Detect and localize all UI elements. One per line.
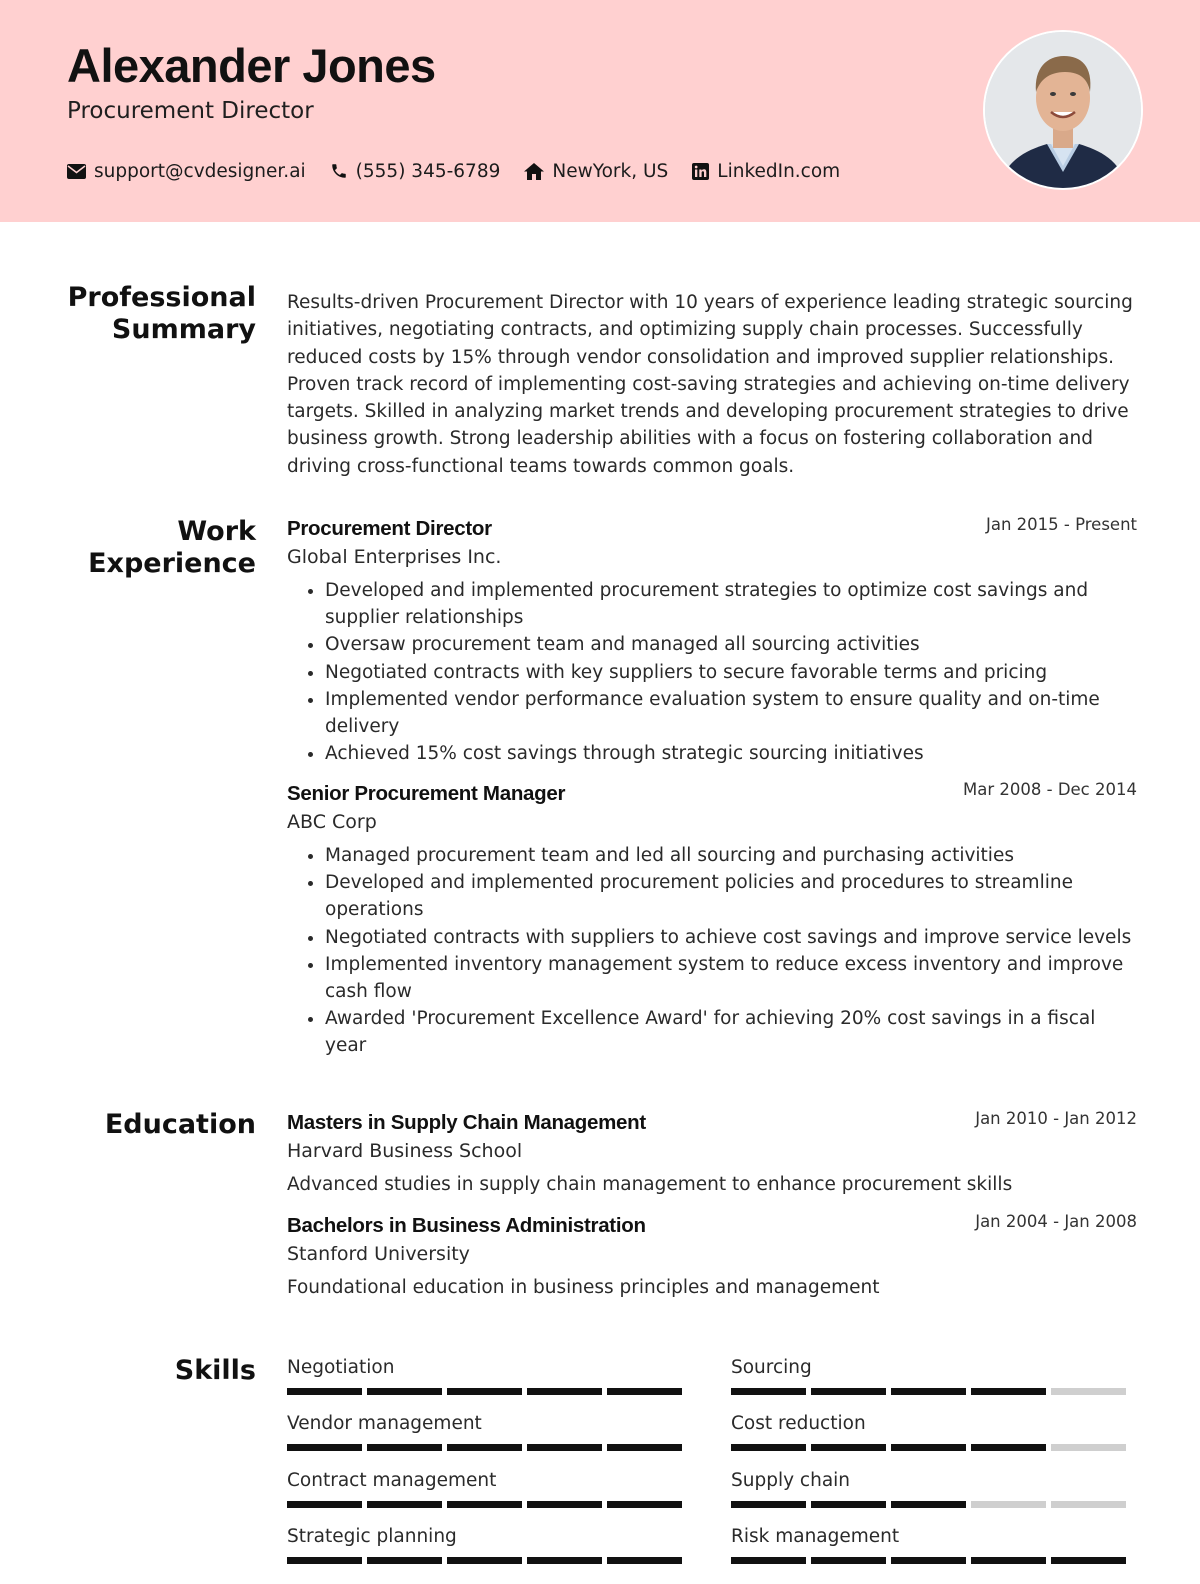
degree-2: Bachelors in Business Administration <box>287 1214 646 1237</box>
skill-label: Risk management <box>731 1526 900 1547</box>
skill-label: Negotiation <box>287 1357 395 1378</box>
contact-linkedin[interactable] <box>692 156 840 186</box>
list-item: • Negotiated contracts with key suppliers to secure favorable terms and pricing <box>325 659 1137 686</box>
skill-item <box>731 1467 1133 1508</box>
skill-segment-filled <box>607 1557 682 1564</box>
skill-item <box>731 1354 1133 1395</box>
skill-label: Vendor management <box>287 1413 482 1434</box>
skill-item <box>287 1354 689 1395</box>
skill-segment-filled <box>607 1388 682 1395</box>
skill-level-bar <box>731 1388 1133 1395</box>
skill-segment-filled <box>971 1557 1046 1564</box>
school-2: Stanford University <box>287 1243 470 1265</box>
skill-segment-filled <box>447 1501 522 1508</box>
job-entry <box>287 780 1137 1060</box>
list-item: • Implemented inventory management system to reduce excess inventory and improve cash flow <box>325 951 1137 1005</box>
contact-phone[interactable] <box>330 156 501 186</box>
skill-label: Supply chain <box>731 1470 851 1491</box>
contact-email[interactable] <box>67 156 306 186</box>
skill-segment-filled <box>891 1501 966 1508</box>
skill-label: Cost reduction <box>731 1413 866 1434</box>
profile-photo <box>983 30 1143 190</box>
degree-1: Masters in Supply Chain Management <box>287 1111 646 1134</box>
skill-segment-filled <box>891 1388 966 1395</box>
contact-linkedin-text: LinkedIn.com <box>717 160 841 182</box>
skills-heading: Skills <box>174 1355 256 1386</box>
experience-heading: Work Experience <box>88 516 256 579</box>
job-company-2: ABC Corp <box>287 811 377 833</box>
skill-level-bar <box>731 1557 1133 1564</box>
job-title-2: Senior Procurement Manager <box>287 782 566 805</box>
candidate-name: Alexander Jones <box>67 39 436 92</box>
list-item: • Achieved 15% cost savings through strategic sourcing initiatives <box>325 740 1137 767</box>
job-title: Procurement Director <box>67 98 314 124</box>
resume-header <box>0 0 1200 222</box>
skill-segment-filled <box>607 1501 682 1508</box>
skill-segment-filled <box>811 1388 886 1395</box>
skill-segment-filled <box>287 1501 362 1508</box>
skill-label: Sourcing <box>731 1357 812 1378</box>
education-entry <box>287 1212 1137 1302</box>
skill-item <box>731 1410 1133 1451</box>
job-bullets-2 <box>287 842 1137 1060</box>
list-item: • Negotiated contracts with suppliers to achieve cost savings and improve service levels <box>325 924 1137 951</box>
summary-heading: Professional Summary <box>67 282 256 345</box>
home-icon <box>524 163 544 180</box>
job-dates-1: Jan 2015 - Present <box>985 515 1137 534</box>
job-bullets-1 <box>287 577 1137 767</box>
skill-level-bar <box>287 1444 689 1451</box>
skill-segment-filled <box>971 1444 1046 1451</box>
skill-segment-empty <box>1051 1501 1126 1508</box>
skill-item <box>287 1410 689 1451</box>
skill-level-bar <box>287 1501 689 1508</box>
skill-segment-filled <box>731 1444 806 1451</box>
skill-segment-filled <box>447 1444 522 1451</box>
skill-segment-filled <box>811 1557 886 1564</box>
contact-bar <box>67 156 864 186</box>
contact-location-text: NewYork, US <box>552 160 669 182</box>
skill-segment-filled <box>891 1444 966 1451</box>
skill-segment-empty <box>971 1501 1046 1508</box>
skill-segment-filled <box>731 1557 806 1564</box>
job-entry <box>287 515 1137 767</box>
skill-item <box>731 1523 1133 1564</box>
skill-segment-filled <box>287 1444 362 1451</box>
skill-segment-filled <box>1051 1557 1126 1564</box>
education-description-1: Advanced studies in supply chain management to enhance procurement skills <box>287 1174 1013 1195</box>
list-item: • Oversaw procurement team and managed all sourcing activities <box>325 631 1137 658</box>
skill-segment-filled <box>367 1388 442 1395</box>
skill-label: Strategic planning <box>287 1526 457 1547</box>
education-dates-2: Jan 2004 - Jan 2008 <box>975 1212 1137 1231</box>
job-title-1: Procurement Director <box>287 517 492 540</box>
contact-phone-text: (555) 345-6789 <box>355 160 501 182</box>
education-heading: Education <box>104 1109 256 1140</box>
job-dates-2: Mar 2008 - Dec 2014 <box>963 780 1137 799</box>
skill-segment-filled <box>971 1388 1046 1395</box>
skill-segment-filled <box>447 1557 522 1564</box>
skill-segment-filled <box>367 1444 442 1451</box>
list-item: • Developed and implemented procurement policies and procedures to streamline operations <box>325 869 1137 923</box>
school-1: Harvard Business School <box>287 1140 523 1162</box>
skill-segment-empty <box>1051 1388 1126 1395</box>
skill-segment-filled <box>527 1501 602 1508</box>
contact-location <box>524 156 668 186</box>
skill-segment-filled <box>731 1388 806 1395</box>
skill-segment-filled <box>811 1444 886 1451</box>
skill-segment-filled <box>607 1444 682 1451</box>
skill-label: Contract management <box>287 1470 497 1491</box>
education-dates-1: Jan 2010 - Jan 2012 <box>975 1109 1137 1128</box>
list-item: • Developed and implemented procurement strategies to optimize cost savings and supplier relationships <box>325 577 1137 631</box>
skill-segment-filled <box>731 1501 806 1508</box>
skill-level-bar <box>287 1557 689 1564</box>
skill-level-bar <box>731 1501 1133 1508</box>
education-description-2: Foundational education in business principles and management <box>287 1277 880 1298</box>
skill-item <box>287 1523 689 1564</box>
phone-icon <box>330 162 348 180</box>
job-company-1: Global Enterprises Inc. <box>287 546 502 568</box>
list-item: • Managed procurement team and led all sourcing and purchasing activities <box>325 842 1137 869</box>
skill-segment-filled <box>527 1557 602 1564</box>
skill-level-bar <box>287 1388 689 1395</box>
education-entry <box>287 1109 1137 1199</box>
skill-segment-filled <box>447 1388 522 1395</box>
list-item: • Implemented vendor performance evaluation system to ensure quality and on-time delivery <box>325 686 1137 740</box>
skill-segment-empty <box>1051 1444 1126 1451</box>
skill-level-bar <box>731 1444 1133 1451</box>
skill-segment-filled <box>527 1444 602 1451</box>
skill-segment-filled <box>891 1557 966 1564</box>
skill-item <box>287 1467 689 1508</box>
skill-segment-filled <box>287 1388 362 1395</box>
skill-segment-filled <box>287 1557 362 1564</box>
skill-segment-filled <box>367 1501 442 1508</box>
envelope-icon <box>67 164 86 179</box>
contact-email-text: support@cvdesigner.ai <box>94 160 306 182</box>
skill-segment-filled <box>367 1557 442 1564</box>
linkedin-icon <box>692 163 709 180</box>
skill-segment-filled <box>811 1501 886 1508</box>
list-item: • Awarded 'Procurement Excellence Award' for achieving 20% cost savings in a fiscal year <box>325 1005 1137 1059</box>
skill-segment-filled <box>527 1388 602 1395</box>
summary-text: Results-driven Procurement Director with 10 years of experience leading strategic sourcing initiatives, negotiating contracts, and optimizing supply chain processes. Successfully reduced costs by 15% through vendor consolidation and improved supplier relationships. Proven track record of implementing cost-saving strategies and achieving on-time delivery targets. Skilled in analyzing market trends and developing procurement strategies to drive business growth. Strong leadership abilities with a focus on fostering collaboration and driving cross-functional teams towards common goals. <box>287 292 1133 477</box>
